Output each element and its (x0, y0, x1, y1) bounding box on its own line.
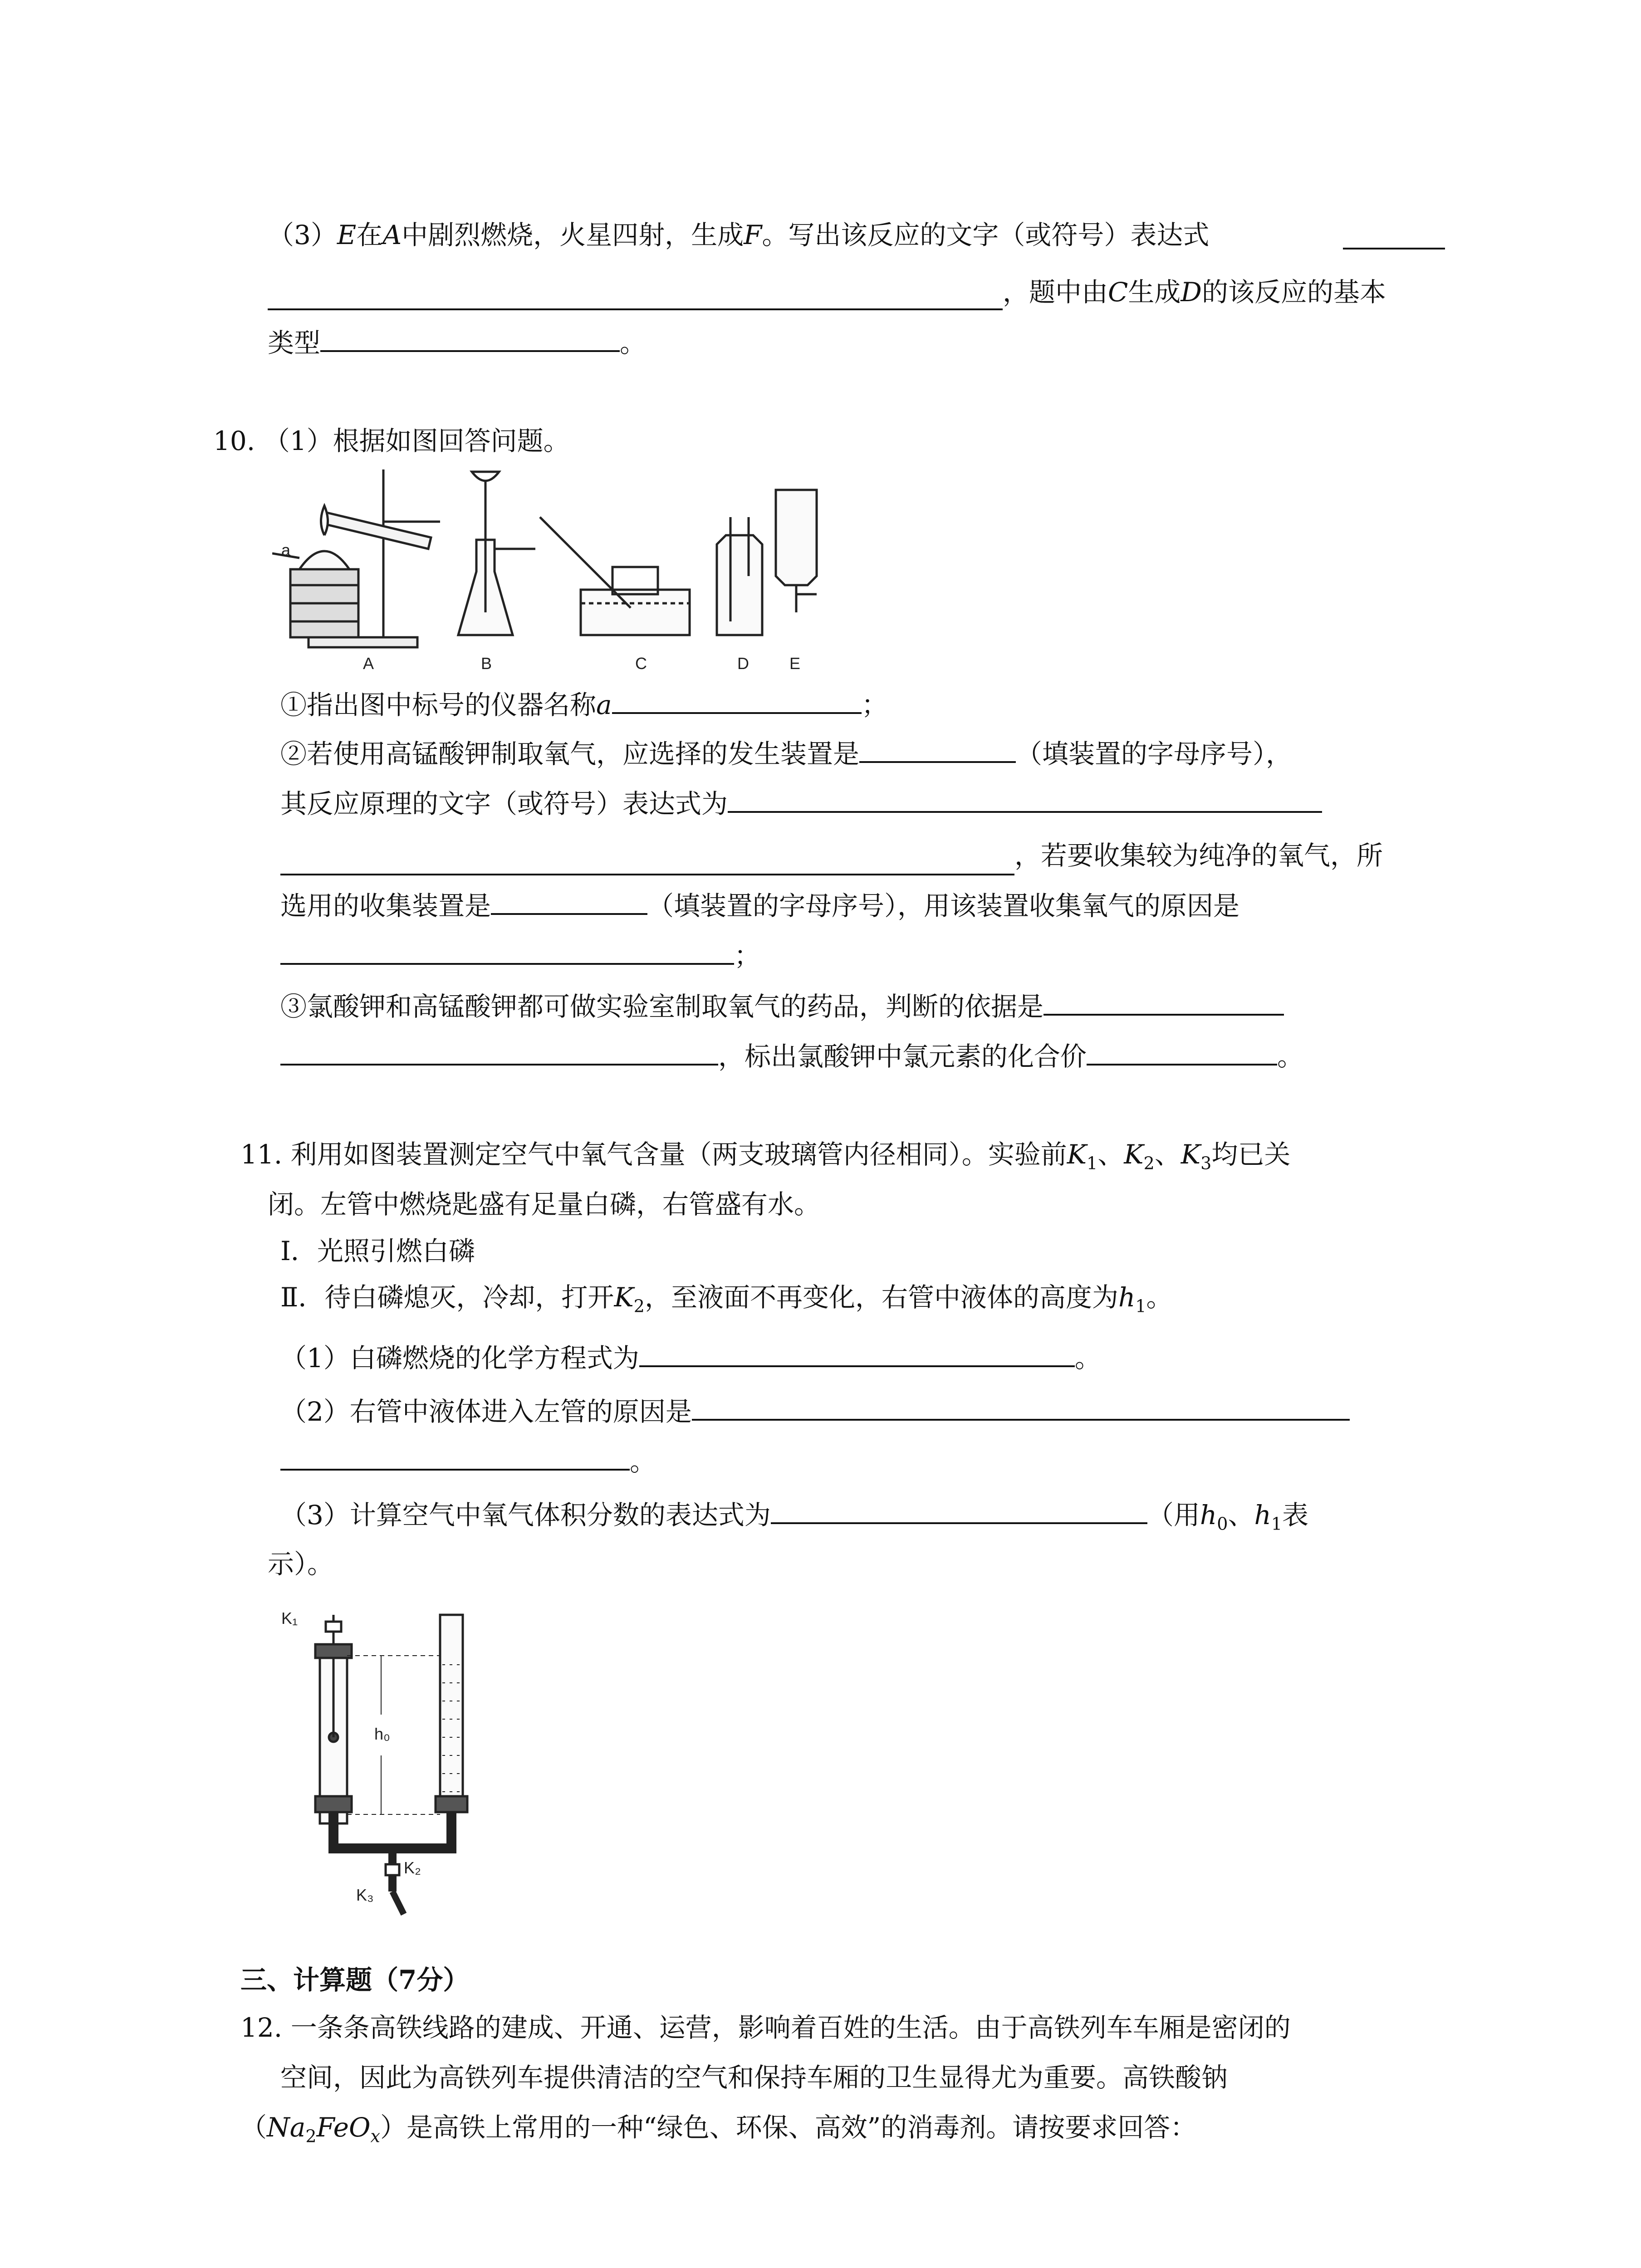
fig-label-a: a (281, 541, 291, 559)
question-number: 12. (240, 2012, 283, 2043)
text: ； (861, 689, 888, 720)
sub: 0 (1217, 1514, 1228, 1534)
text: 中剧烈燃烧，火星四射，生成 (402, 220, 744, 250)
var-k: K (1067, 1139, 1087, 1170)
answer-blank[interactable] (728, 785, 1322, 813)
q11-sub2-cont (280, 1442, 656, 1480)
q10-intro (213, 423, 570, 459)
text: 。 (1146, 1282, 1173, 1313)
text: 。 (620, 327, 647, 358)
section-title (240, 1962, 469, 1998)
fig-label-E: E (789, 654, 801, 673)
text: 三、计算题（7分） (240, 1965, 470, 1995)
text: （用 (1147, 1500, 1200, 1530)
q10-line6 (280, 937, 760, 974)
var-k: K (1181, 1139, 1201, 1170)
q10-line7 (280, 987, 1284, 1025)
lab-apparatus-figure (272, 463, 916, 680)
text: （填装置的字母序号）， (1016, 738, 1293, 769)
sub: 2 (1143, 1153, 1155, 1173)
var-f: F (744, 220, 762, 250)
answer-blank[interactable] (280, 937, 734, 965)
text: Ⅱ．待白磷熄灭，冷却，打开 (280, 1282, 614, 1313)
sub: x (370, 2126, 380, 2146)
q11-sub3 (280, 1496, 1308, 1533)
q10-line8 (280, 1037, 1303, 1075)
sub: 2 (305, 2126, 317, 2146)
text: ③氯酸钾和高锰酸钾都可做实验室制取氧气的药品，判断的依据是 (280, 991, 1044, 1022)
text: 的该反应的基本 (1201, 277, 1386, 308)
var-d: D (1181, 277, 1202, 308)
text: 空间，因此为高铁列车提供清洁的空气和保持车厢的卫生显得尤为重要。高铁酸钠 (280, 2062, 1228, 2093)
text: 利用如图装置测定空气中氧气含量（两支玻璃管内径相同）。实验前 (290, 1139, 1067, 1170)
answer-blank[interactable] (268, 308, 1003, 310)
text: 生成 (1128, 277, 1181, 308)
answer-blank[interactable] (320, 324, 620, 352)
text: ①指出图中标号的仪器名称 (280, 689, 597, 720)
fig-label-k1: K₁ (281, 1609, 298, 1628)
text: ，题中由 (1003, 277, 1108, 308)
q9-part3-line3 (268, 324, 646, 361)
fig-label-A: A (363, 654, 374, 673)
text: 、 (1097, 1139, 1124, 1170)
var-k: K (1124, 1139, 1144, 1170)
answer-blank[interactable] (1043, 987, 1284, 1016)
formula: FeO (316, 2112, 371, 2143)
text: 示）。 (268, 1549, 334, 1579)
var-a: a (596, 689, 612, 720)
text: 。 (1277, 1041, 1304, 1072)
answer-blank[interactable] (612, 686, 862, 714)
text: （1）根据如图回答问题。 (263, 425, 570, 456)
q11-line1 (240, 1136, 1290, 1173)
fig-label-h0: h₀ (374, 1725, 390, 1743)
sub: 1 (1087, 1153, 1098, 1173)
q10-line4 (1014, 837, 1383, 874)
text: Ⅰ．光照引燃白磷 (280, 1236, 475, 1266)
q9-part3-line1 (268, 217, 1209, 253)
var-h: h (1200, 1500, 1217, 1530)
var-e: E (337, 220, 357, 250)
q11-step1 (280, 1233, 475, 1269)
q12-line2 (280, 2059, 1228, 2096)
answer-blank[interactable] (771, 1496, 1147, 1524)
text: （1）白磷燃烧的化学方程式为 (280, 1343, 639, 1374)
var-h: h (1254, 1500, 1271, 1530)
var-c: C (1108, 277, 1128, 308)
text: 、 (1154, 1139, 1181, 1170)
answer-blank[interactable] (859, 735, 1016, 763)
text: ； (734, 940, 761, 971)
var-k: K (614, 1282, 634, 1313)
sub: 3 (1200, 1153, 1212, 1173)
text: ②若使用高锰酸钾制取氧气，应选择的发生装置是 (280, 738, 860, 769)
question-number: 11. (240, 1139, 283, 1170)
answer-blank[interactable] (692, 1393, 1350, 1421)
answer-blank[interactable] (280, 1037, 718, 1066)
q11-sub1 (280, 1339, 1101, 1376)
page-number (0, 2266, 1641, 2268)
text: 。写出该反应的文字（或符号）表达式 (762, 220, 1210, 250)
question-number: 10. (213, 425, 255, 456)
text: 闭。左管中燃烧匙盛有足量白磷，右管盛有水。 (268, 1189, 821, 1220)
text: ，若要收集较为纯净的氧气，所 (1014, 840, 1383, 871)
answer-blank[interactable] (280, 1442, 630, 1471)
fig-label-C: C (635, 654, 647, 673)
q11-sub3-cont (268, 1546, 333, 1582)
text: 类型 (268, 327, 321, 358)
var-a: A (382, 220, 402, 250)
text: 。 (630, 1446, 656, 1477)
text: （2）右管中液体进入左管的原因是 (280, 1396, 692, 1427)
q11-line2 (268, 1186, 820, 1222)
text: 、 (1228, 1500, 1254, 1530)
text: 表 (1282, 1500, 1309, 1530)
text: 选用的收集装置是 (280, 890, 491, 921)
sub: 1 (1135, 1296, 1146, 1316)
q10-line5 (280, 887, 1239, 924)
text: 均已关 (1211, 1139, 1291, 1170)
q12-line3 (240, 2109, 1196, 2146)
answer-blank[interactable] (639, 1339, 1075, 1367)
text: ）是高铁上常用的一种“绿色、环保、高效”的消毒剂。请按要求回答： (380, 2112, 1197, 2143)
fig-label-k2: K₂ (404, 1858, 421, 1877)
q10-line3 (280, 785, 1322, 822)
answer-blank[interactable] (280, 874, 1014, 875)
answer-blank[interactable] (491, 887, 647, 915)
text: 一条条高铁线路的建成、开通、运营，影响着百姓的生活。由于高铁列车车厢是密闭的 (290, 2012, 1291, 2043)
fig-label-B: B (481, 654, 492, 673)
sub: 1 (1271, 1514, 1283, 1534)
text: 在 (356, 220, 383, 250)
text: ，标出氯酸钾中氯元素的化合价 (718, 1041, 1087, 1072)
text: 其反应原理的文字（或符号）表达式为 (280, 788, 728, 819)
text: ，至液面不再变化，右管中液体的高度为 (644, 1282, 1118, 1313)
text: （ (240, 2112, 267, 2143)
q11-sub2 (280, 1393, 1350, 1430)
q12-line1 (240, 2009, 1291, 2046)
fig-label-D: D (737, 654, 749, 673)
formula: Na (267, 2112, 306, 2143)
text: 。 (1074, 1343, 1101, 1374)
sub: 2 (633, 1296, 645, 1316)
var-h: h (1118, 1282, 1136, 1313)
u-tube-apparatus-figure (272, 1601, 508, 1928)
answer-blank[interactable] (1343, 248, 1445, 249)
q10-line1 (280, 686, 888, 723)
q11-step2 (280, 1279, 1173, 1315)
text: （3）计算空气中氧气体积分数的表达式为 (280, 1500, 771, 1530)
q10-line2 (280, 735, 1292, 772)
fig-label-k3: K₃ (356, 1886, 374, 1904)
text: （填装置的字母序号），用该装置收集氧气的原因是 (647, 890, 1240, 921)
q9-part3-line2 (1003, 274, 1386, 310)
q9-p3-label: （3） (268, 220, 337, 250)
answer-blank[interactable] (1087, 1037, 1277, 1066)
